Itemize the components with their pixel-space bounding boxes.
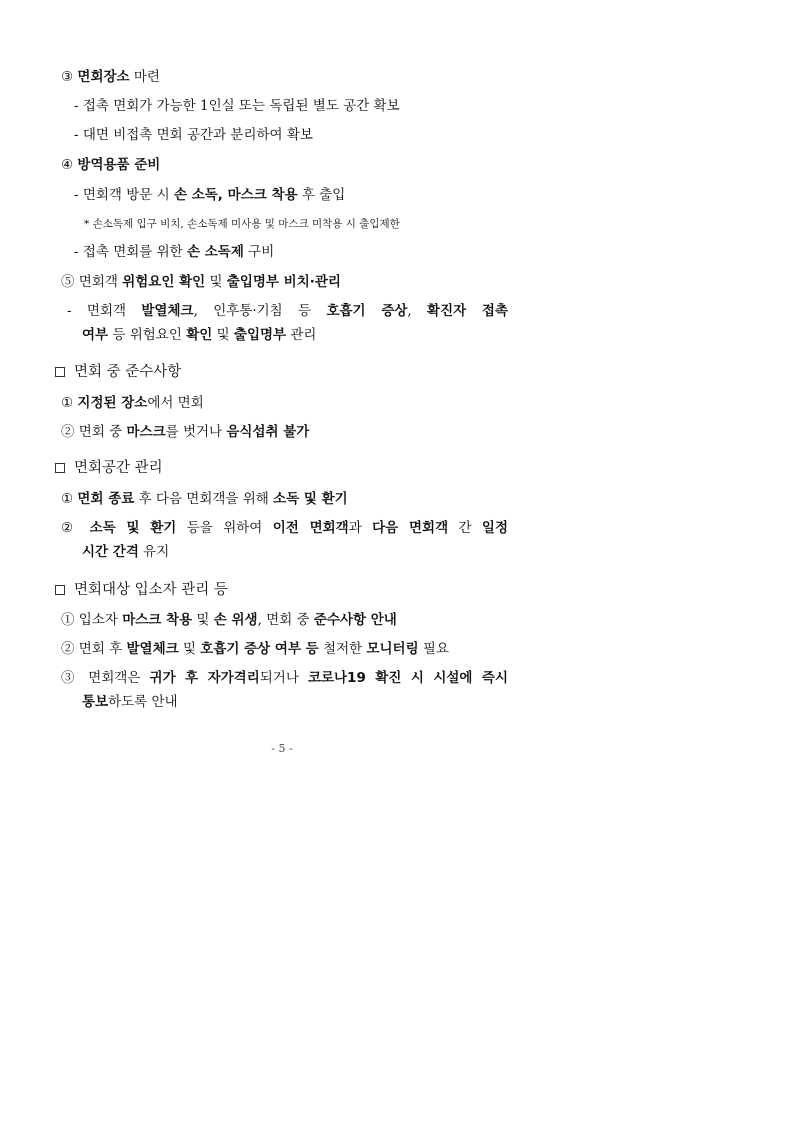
item-post-visit-monitoring: ② 면회 후 발열체크 및 호흡기 증상 여부 등 철저한 모니터링 필요: [61, 641, 449, 657]
section-heading-resident-management: 면회대상 입소자 관리 등: [55, 580, 228, 600]
subitem-contact-room: - 접촉 면회가 가능한 1인실 또는 독립된 별도 공간 확보: [74, 98, 400, 114]
subitem-risk-factors: - 면회객 발열체크, 인후통·기침 등 호흡기 증상, 확진자 접촉: [67, 303, 509, 319]
note-sanitizer: * 손소독제 입구 비치, 손소독제 미사용 및 마스크 미착용 시 출입제한: [84, 218, 400, 230]
item-notify-on-infection: ③ 면회객은 귀가 후 자가격리되거나 코로나19 확진 시 시설에 즉시: [61, 670, 509, 686]
item-designated-place: ① 지정된 장소에서 면회: [61, 395, 204, 411]
subitem-visitor-hygiene: - 면회객 방문 시 손 소독, 마스크 착용 후 출입: [74, 187, 346, 203]
checkbox-square-icon: [55, 585, 65, 595]
item-quarantine-supplies: ④ 방역용품 준비: [61, 157, 161, 173]
subitem-noncontact-space: - 대면 비접촉 면회 공간과 분리하여 확보: [74, 127, 313, 143]
section-heading-space-management: 면회공간 관리: [55, 458, 163, 478]
item-notify-on-infection-cont: 통보하도록 안내: [82, 694, 178, 710]
item-time-interval: ② 소독 및 환기 등을 위하여 이전 면회객과 다음 면회객 간 일정: [61, 520, 509, 536]
page-number: - 5 -: [271, 742, 293, 755]
item-resident-guidance: ① 입소자 마스크 착용 및 손 위생, 면회 중 준수사항 안내: [61, 612, 397, 628]
item-risk-check: ⑤ 면회객 위험요인 확인 및 출입명부 비치·관리: [61, 274, 341, 290]
item-visit-place: ③ 면회장소 마련: [61, 69, 160, 85]
subitem-sanitizer: - 접촉 면회를 위한 손 소독제 구비: [74, 244, 275, 260]
item-disinfect-ventilate: ① 면회 종료 후 다음 면회객을 위해 소독 및 환기: [61, 491, 348, 507]
section-heading-during-visit: 면회 중 준수사항: [55, 362, 181, 382]
item-no-mask-removal: ② 면회 중 마스크를 벗거나 음식섭취 불가: [61, 424, 310, 440]
checkbox-square-icon: [55, 463, 65, 473]
item-time-interval-cont: 시간 간격 유지: [82, 544, 170, 560]
subitem-risk-factors-cont: 여부 등 위험요인 확인 및 출입명부 관리: [82, 327, 317, 343]
checkbox-square-icon: [55, 367, 65, 377]
